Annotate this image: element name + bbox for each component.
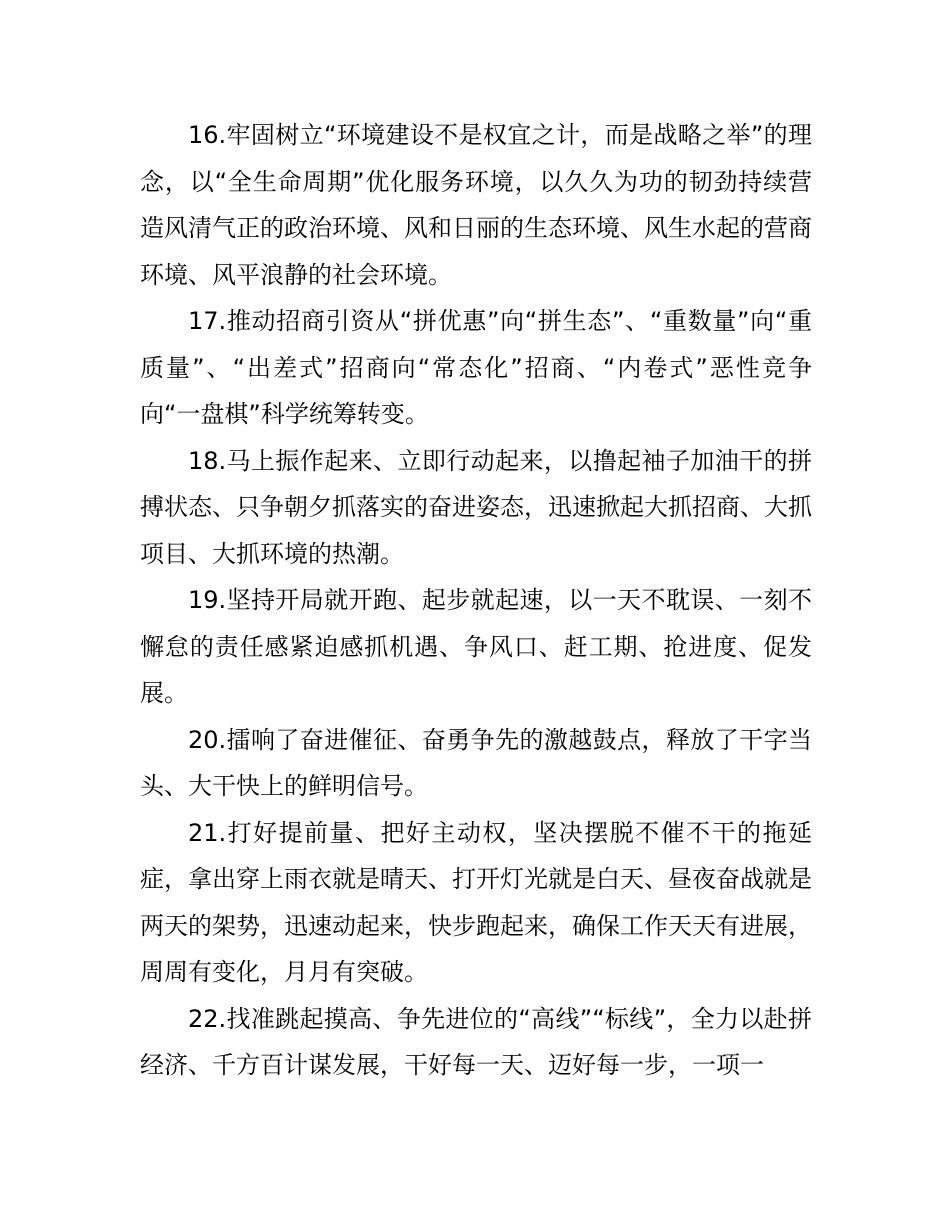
paragraph-19: 19.坚持开局就开跑、起步就起速，以一天不耽误、一刻不懈怠的责任感紧迫感抓机遇、争风口、赶工期、抢进度、促发展。 (140, 586, 812, 707)
paragraph-20: 20.擂响了奋进催征、奋勇争先的激越鼓点，释放了干字当头、大干快上的鲜明信号。 (140, 725, 812, 800)
paragraph-16: 16.牢固树立“环境建设不是权宜之计，而是战略之举”的理念，以“全生命周期”优化服务环境，以久久为功的韧劲持续营造风清气正的政治环境、风和日丽的生态环境、风生水起的营商环境、风平浪静的社会环境。 (140, 121, 812, 289)
paragraph-21: 21.打好提前量、把好主动权，坚决摆脱不催不干的拖延症，拿出穿上雨衣就是晴天、打开灯光就是白天、昼夜奋战就是两天的架势，迅速动起来，快步跑起来，确保工作天天有进展，周周有变化，月月有突破。 (140, 818, 812, 986)
paragraph-22: 22.找准跳起摸高、争先进位的“高线”“标线”，全力以赴拼经济、千方百计谋发展，干好每一天、迈好每一步，一项一 (140, 1004, 812, 1079)
paragraph-17: 17.推动招商引资从“拼优惠”向“拼生态”、“重数量”向“重质量”、“出差式”招商向“常态化”招商、“内卷式”恶性竞争向“一盘棋”科学统筹转变。 (140, 307, 812, 428)
document-body (140, 112, 812, 1089)
paragraph-18: 18.马上振作起来、立即行动起来，以撸起袖子加油干的拼搏状态、只争朝夕抓落实的奋进姿态，迅速掀起大抓招商、大抓项目、大抓环境的热潮。 (140, 446, 812, 568)
